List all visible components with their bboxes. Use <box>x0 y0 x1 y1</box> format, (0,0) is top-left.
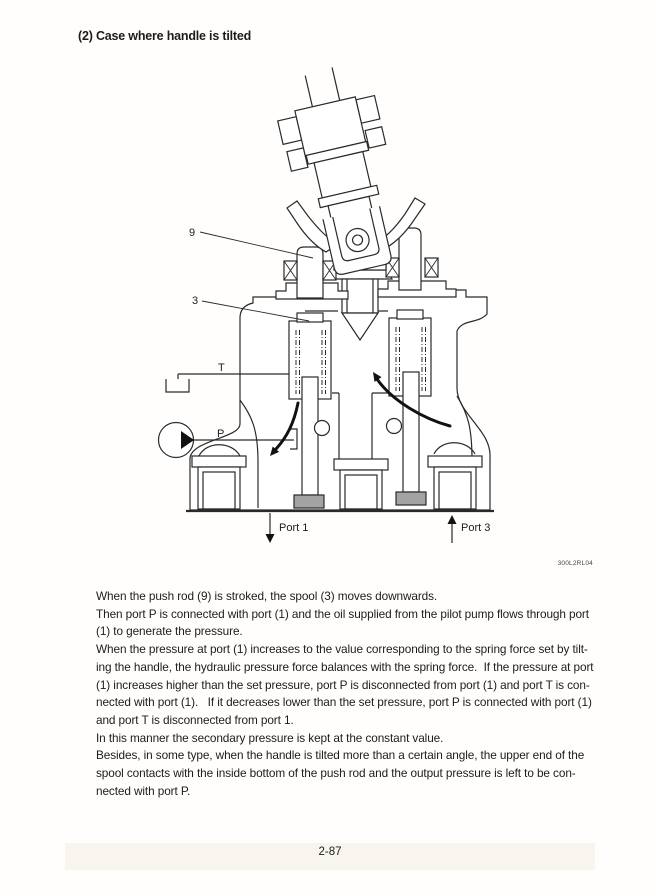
body-text <box>96 588 596 800</box>
body-text-line: Then port P is connected with port (1) and the oil supplied from the pilot pump flows through port <box>96 606 589 621</box>
body-text-line: (1) increases higher than the set pressure, port P is disconnected from port (1) and port T is con- <box>96 677 590 692</box>
port-boot-right <box>428 456 482 509</box>
body-text-line: nected with port (1). If it decreases lower than the set pressure, port P is connected with port (1) <box>96 695 592 710</box>
label-push-rod-9: 9 <box>189 227 196 239</box>
label-port-1: Port 1 <box>279 522 309 534</box>
page-number: 2-87 <box>318 846 342 858</box>
body-text-line: ing the handle, the hydraulic pressure force balances with the spring force. If the pressure at port <box>96 659 594 674</box>
body-text-line: nected with port P. <box>96 783 191 798</box>
figure-code: 300L2RL04 <box>557 560 593 567</box>
body-text-line: Besides, in some type, when the handle is tilted more than a certain angle, the upper end of the <box>96 748 585 763</box>
label-port-3: Port 3 <box>461 522 491 534</box>
passage-bore-left <box>315 421 330 436</box>
body-text-line: spool contacts with the inside bottom of the push rod and the output pressure is left to be con- <box>96 766 576 781</box>
body-text-line: (1) to generate the pressure. <box>96 624 243 639</box>
port1-arrow-icon <box>266 513 275 543</box>
passage-bore-right <box>387 419 402 434</box>
port-boot-left <box>192 456 246 509</box>
port3-arrow-icon <box>448 515 457 543</box>
body-text-line: When the push rod (9) is stroked, the spool (3) moves downwards. <box>96 589 438 603</box>
handle-assembly <box>269 59 412 280</box>
body-text-line: When the pressure at port (1) increases to the value corresponding to the spring force set by tilt- <box>96 642 588 657</box>
body-text-line: and port T is disconnected from port 1. <box>96 712 294 727</box>
label-p: P <box>217 428 225 440</box>
label-spool-3: 3 <box>192 295 199 307</box>
body-text-line: In this manner the secondary pressure is kept at the constant value. <box>96 730 444 745</box>
leader-line-9 <box>200 232 313 258</box>
section-heading: (2) Case where handle is tilted <box>78 29 252 43</box>
push-rod-left <box>297 247 323 298</box>
push-rod-right <box>399 228 421 290</box>
label-t: T <box>218 362 225 374</box>
port-boot-center <box>334 459 388 509</box>
